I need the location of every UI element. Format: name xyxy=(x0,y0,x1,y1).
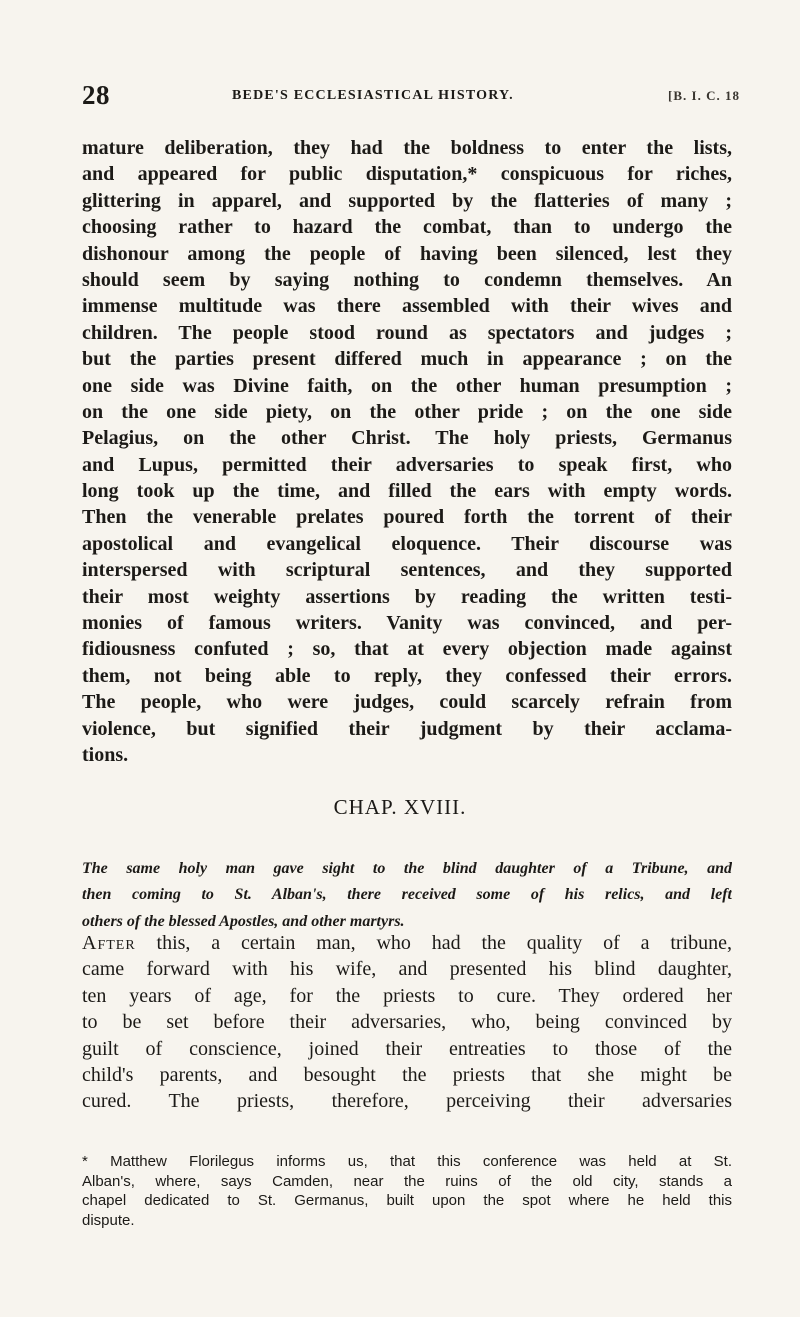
text-line: tions. xyxy=(82,743,129,766)
text-line: others of the blessed Apostles, and other martyrs. xyxy=(82,912,405,930)
text-line: immense multitude was there assembled with their wives and xyxy=(82,295,732,318)
text-line: interspersed with scriptural sentences, and they supported xyxy=(82,559,732,582)
text-line: Then the venerable prelates poured forth the torrent of their xyxy=(82,506,732,529)
first-line-rest: this, a certain man, who had the quality of a tribune, xyxy=(135,932,732,954)
text-line: The people, who were judges, could scarcely refrain from xyxy=(82,691,732,714)
text-line: Pelagius, on the other Christ. The holy priests, Germanus xyxy=(82,427,732,450)
text-line: on the one side piety, on the other pride ; on the one side xyxy=(82,400,732,423)
chapter-text-block xyxy=(82,930,732,1115)
chapter-heading: CHAP. XVIII. xyxy=(333,795,467,819)
text-line: dishonour among the people of having been silenced, lest they xyxy=(82,242,732,265)
running-title: BEDE'S ECCLESIASTICAL HISTORY. xyxy=(232,88,514,103)
text-line: * Matthew Florilegus informs us, that this conference was held at St. xyxy=(82,1153,732,1170)
text-line: their most weighty assertions by reading the written testi- xyxy=(82,585,732,608)
text-line: Alban's, where, says Camden, near the ruins of the old city, stands a xyxy=(82,1172,732,1190)
text-line: then coming to St. Alban's, there received some of his relics, and left xyxy=(82,886,732,904)
text-line: choosing rather to hazard the combat, than to undergo the xyxy=(82,216,732,239)
text-line: cured. The priests, therefore, perceiving their adversaries xyxy=(82,1090,732,1113)
text-line: glittering in apparel, and supported by the flatteries of many ; xyxy=(82,189,732,212)
text-line: The same holy man gave sight to the blind daughter of a Tribune, and xyxy=(82,860,732,877)
text-line xyxy=(82,930,732,956)
text-line: violence, but signified their judgment by their acclama- xyxy=(82,717,732,740)
text-line: long took up the time, and filled the ears with empty words. xyxy=(82,480,732,503)
text-line: ten years of age, for the priests to cure. They ordered her xyxy=(82,984,732,1007)
text-line: guilt of conscience, joined their entreaties to those of the xyxy=(82,1037,732,1060)
footnote xyxy=(82,1152,732,1230)
text-line: mature deliberation, they had the boldness to enter the lists, xyxy=(82,137,732,159)
text-line: monies of famous writers. Vanity was convinced, and per- xyxy=(82,612,732,635)
running-head xyxy=(82,80,740,110)
opening-word: After xyxy=(82,932,136,954)
text-line: but the parties present differed much in appearance ; on the xyxy=(82,348,732,371)
text-line: should seem by saying nothing to condemn themselves. An xyxy=(82,268,732,291)
text-line: chapel dedicated to St. Germanus, built upon the spot where he held this xyxy=(82,1192,732,1209)
text-line: dispute. xyxy=(82,1211,135,1229)
text-line: and appeared for public disputation,* conspicuous for riches, xyxy=(82,163,732,186)
book-chapter-reference: [B. I. C. 18 xyxy=(668,88,740,103)
text-line: one side was Divine faith, on the other human presumption ; xyxy=(82,374,732,397)
chapter-summary xyxy=(82,858,732,937)
page-number: 28 xyxy=(82,80,110,110)
text-line: them, not being able to reply, they confessed their errors. xyxy=(82,664,732,687)
text-line: child's parents, and besought the priests that she might be xyxy=(82,1063,732,1086)
main-text-block xyxy=(82,135,732,768)
text-line: came forward with his wife, and presented his blind daughter, xyxy=(82,958,732,981)
text-line: children. The people stood round as spectators and judges ; xyxy=(82,321,732,344)
text-line: fidiousness confuted ; so, that at every objection made against xyxy=(82,638,732,661)
text-line: and Lupus, permitted their adversaries to speak first, who xyxy=(82,453,732,476)
text-line: apostolical and evangelical eloquence. Their discourse was xyxy=(82,532,732,555)
text-line: to be set before their adversaries, who, being convinced by xyxy=(82,1011,732,1034)
